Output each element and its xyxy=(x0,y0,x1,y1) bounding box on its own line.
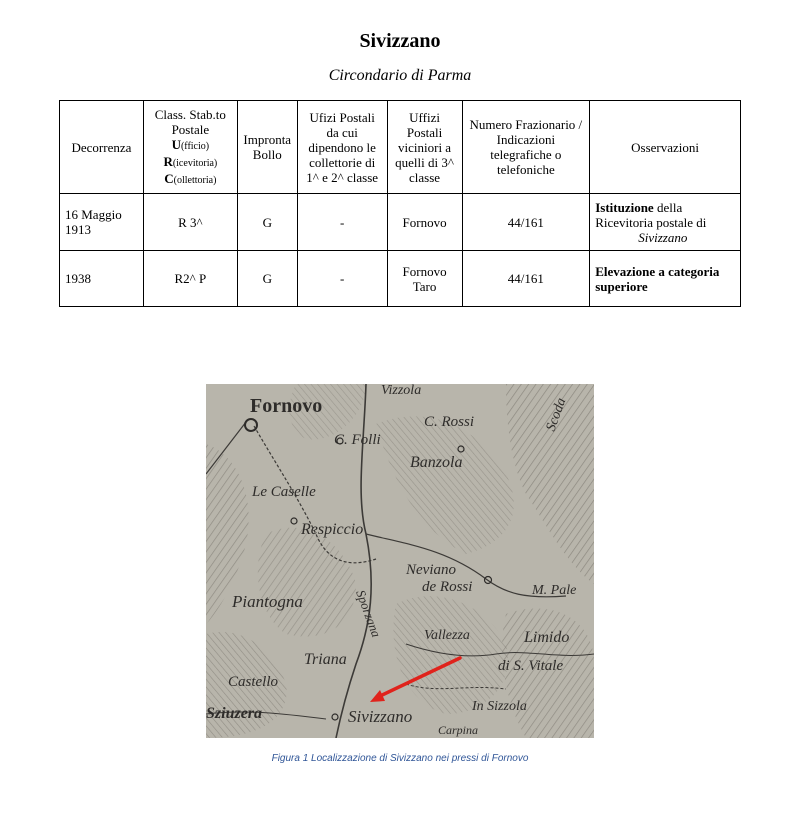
header-decorrenza: Decorrenza xyxy=(60,101,144,194)
cell-decorrenza: 16 Maggio 1913 xyxy=(60,194,144,251)
header-impronta: Impronta Bollo xyxy=(237,101,297,194)
map-label: Sivizzano xyxy=(348,707,413,726)
cell-impronta: G xyxy=(237,251,297,307)
figure-caption: Figura 1 Localizzazione di Sivizzano nei pressi di Fornovo xyxy=(271,753,529,764)
cell-numero: 44/161 xyxy=(462,194,590,251)
cell-osservazioni: Elevazione a categoria superiore xyxy=(590,251,741,307)
map-label: Sziuzera xyxy=(206,705,263,722)
header-osservazioni: Osservazioni xyxy=(590,101,741,194)
map-svg xyxy=(206,384,594,738)
map-label: M. Pale xyxy=(532,583,577,598)
postal-office-table xyxy=(59,100,741,307)
cell-class: R2^ P xyxy=(143,251,237,307)
header-class-c: C xyxy=(164,170,174,186)
osservazioni-text: della Ricevitoria postale di xyxy=(595,199,707,230)
map-label: C. Rossi xyxy=(424,414,475,430)
map-label: Triana xyxy=(304,651,347,668)
historical-map xyxy=(206,384,594,738)
header-uffizi-dipendenti: Ufizi Postali da cui dipendono le collettorie di 1^ e 2^ classe xyxy=(297,101,387,194)
map-label: C. Folli xyxy=(334,432,381,448)
map-label: Respiccio xyxy=(301,521,364,538)
table-row xyxy=(60,251,741,307)
map-label: Limido xyxy=(524,629,570,646)
map-label: Fornovo xyxy=(250,395,323,417)
header-uffizi-viciniori: Uffizi Postali viciniori a quelli di 3^ classe xyxy=(387,101,462,194)
map-label: Banzola xyxy=(410,454,463,471)
map-label: Scoda xyxy=(543,396,570,434)
osservazioni-italic: Sivizzano xyxy=(638,229,688,245)
map-label: Neviano xyxy=(406,562,456,578)
map-label: Sporzana xyxy=(353,587,385,640)
table-header-row xyxy=(60,101,741,194)
map-label: Le Caselle xyxy=(252,484,316,500)
header-class-c-rest: (ollettoria) xyxy=(173,174,217,186)
map-label: Vallezza xyxy=(424,628,470,643)
cell-uffizi-viciniori: Fornovo Taro xyxy=(387,251,462,307)
cell-decorrenza: 1938 xyxy=(60,251,144,307)
cell-osservazioni xyxy=(590,194,741,251)
header-numero: Numero Frazionario / Indicazioni telegrafiche o telefoniche xyxy=(462,101,590,194)
header-class xyxy=(143,101,237,194)
osservazioni-bold: Istituzione xyxy=(595,199,654,215)
table-row xyxy=(60,194,741,251)
page-subtitle: Circondario di Parma xyxy=(328,67,472,84)
map-label: di S. Vitale xyxy=(498,658,564,674)
header-class-title: Class. Stab.to Postale xyxy=(154,106,226,137)
map-label: de Rossi xyxy=(422,579,473,595)
header-class-r: R xyxy=(163,153,173,169)
cell-impronta: G xyxy=(237,194,297,251)
cell-class: R 3^ xyxy=(143,194,237,251)
header-class-u-rest: (fficio) xyxy=(180,140,210,152)
map-label: Castello xyxy=(228,674,279,690)
cell-numero: 44/161 xyxy=(462,251,590,307)
map-label: In Sizzola xyxy=(472,699,527,714)
map-label: Vizzola xyxy=(381,384,422,398)
cell-uffizi-dipendenti: - xyxy=(297,194,387,251)
cell-uffizi-viciniori: Fornovo xyxy=(387,194,462,251)
header-class-r-rest: (icevitoria) xyxy=(172,157,218,169)
header-class-u: U xyxy=(171,136,181,152)
map-label: Carpina xyxy=(438,723,479,737)
cell-uffizi-dipendenti: - xyxy=(297,251,387,307)
page-title: Sivizzano xyxy=(359,30,441,52)
map-label: Piantogna xyxy=(232,592,303,611)
